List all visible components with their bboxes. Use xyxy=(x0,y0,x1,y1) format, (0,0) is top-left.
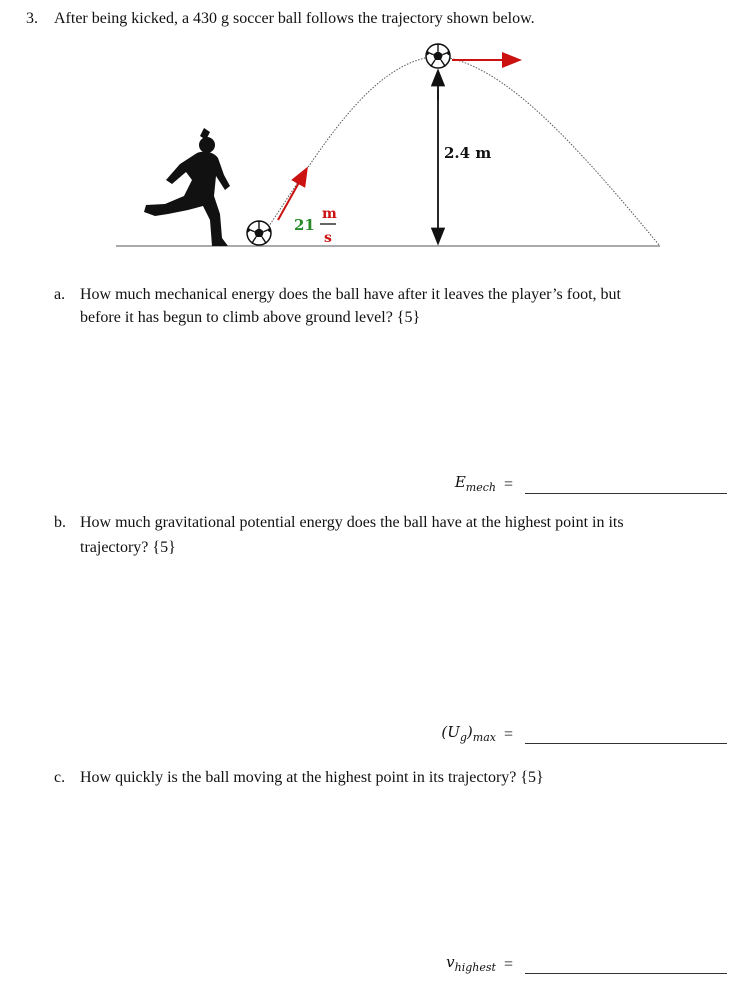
part-b-equals: = xyxy=(503,726,513,743)
ball-start xyxy=(247,221,271,245)
speed-value: 21 xyxy=(294,216,315,234)
part-c-equals: = xyxy=(503,956,513,973)
speed-unit-denominator: s xyxy=(324,230,332,246)
part-a-line2: before it has begun to climb above ground level? {5} xyxy=(80,309,421,326)
part-c-answer-blank[interactable] xyxy=(525,955,727,974)
part-a-answer-label: $E_{mech}$ xyxy=(454,473,496,494)
part-a-line1: How much mechanical energy does the ball have after it leaves the player’s foot, but xyxy=(80,286,621,303)
part-a-answer xyxy=(455,470,727,494)
part-c-line1: How quickly is the ball moving at the highest point in its trajectory? {5} xyxy=(80,769,544,786)
speed-unit-numerator: m xyxy=(322,206,337,222)
part-b-letter: b. xyxy=(54,514,66,531)
part-c-answer xyxy=(446,950,727,974)
part-b-answer-blank[interactable] xyxy=(525,725,727,744)
question-number: 3. xyxy=(26,10,38,27)
part-b-line1: How much gravitational potential energy does the ball have at the highest point in its xyxy=(80,514,624,531)
question-stem: After being kicked, a 430 g soccer ball follows the trajectory shown below. xyxy=(54,10,535,27)
height-label: 2.4 m xyxy=(444,144,492,162)
launch-velocity-arrow xyxy=(278,170,306,220)
part-b-answer xyxy=(441,720,727,744)
part-a-answer-blank[interactable] xyxy=(525,475,727,494)
player-silhouette xyxy=(144,128,230,246)
part-c-answer-label: $v_{highest}$ xyxy=(446,953,496,974)
part-a-letter: a. xyxy=(54,286,66,303)
part-c-letter: c. xyxy=(54,769,66,786)
ball-peak xyxy=(426,44,450,68)
part-b-line2: trajectory? {5} xyxy=(80,539,176,556)
trajectory-diagram xyxy=(0,0,755,260)
part-a-equals: = xyxy=(503,476,513,493)
part-b-answer-label: $(U_g)_{max}$ xyxy=(441,723,496,744)
